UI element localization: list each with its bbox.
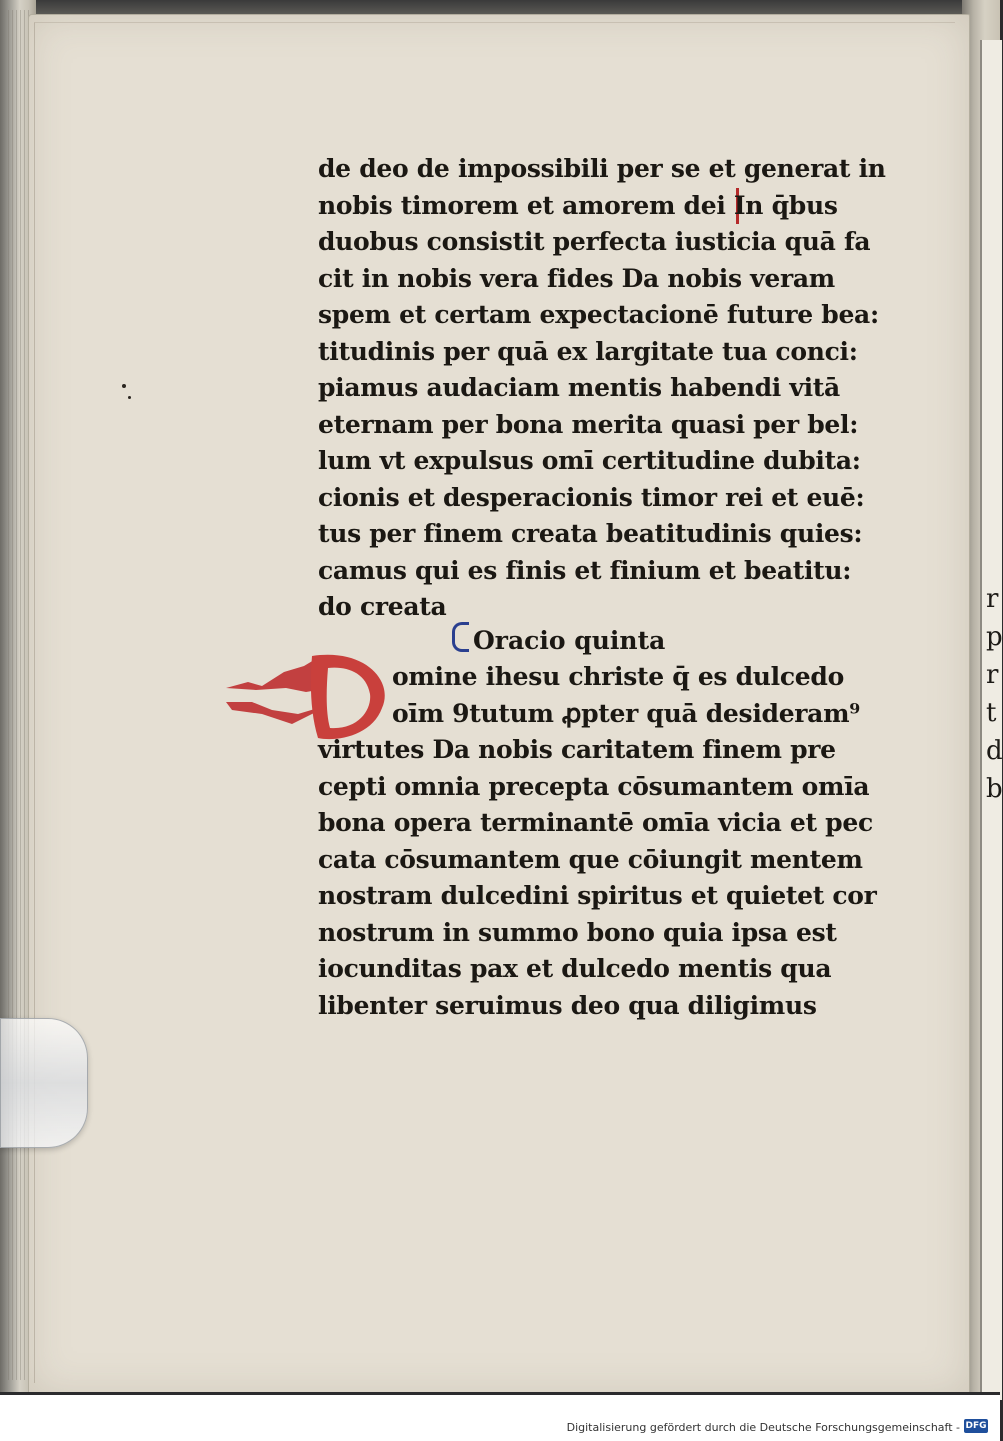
- paper-speck: [128, 396, 131, 399]
- text-line: lum vt expulsus omī certitudine dubita:: [318, 446, 861, 475]
- text-line: de deo de impossibili per se et generat in: [318, 154, 886, 183]
- text-line: spem et certam expectacionē future bea:: [318, 300, 879, 329]
- initial-letter-text: D: [324, 731, 326, 733]
- section-heading: [452, 622, 665, 655]
- text-line: tus per finem creata beatitudinis quies:: [318, 519, 863, 548]
- text-line: do creata: [318, 592, 447, 621]
- text-line: virtutes Da nobis caritatem finem pre: [318, 735, 836, 764]
- text-line: cit in nobis vera fides Da nobis veram: [318, 263, 835, 293]
- text-line: cepti omnia precepta cōsumantem omīa: [318, 771, 870, 801]
- initial-flourish: [226, 660, 318, 692]
- text-line: omine ihesu christe q̄ es dulcedo: [392, 662, 844, 691]
- text-line: eternam per bona merita quasi per bel:: [318, 409, 859, 439]
- dfg-logo: DFG: [965, 1421, 987, 1431]
- text-line: iocunditas pax et dulcedo mentis qua: [318, 954, 832, 983]
- text-line: duobus consistit perfecta iusticia quā fa: [318, 227, 871, 256]
- funding-credit: Digitalisierung gefördert durch die Deutsche Forschungsgemeinschaft -: [566, 1421, 960, 1434]
- text-line: libenter seruimus deo qua diligimus: [318, 990, 817, 1020]
- top-binding-edge: [0, 0, 1000, 14]
- page-clip: [0, 1018, 88, 1148]
- next-page-glyphs: r p r t d b: [986, 584, 1003, 804]
- text-line: bona opera terminantē omīa vicia et pec: [318, 808, 873, 837]
- heading-text: Oracio quinta: [473, 626, 666, 655]
- paper-speck: [122, 384, 126, 388]
- text-line: nostrum in summo bono quia ipsa est: [318, 917, 837, 947]
- text-line: camus qui es finis et finium et beatitu:: [318, 555, 852, 585]
- text-line: oīm 9tutum ꝓpter quā desideram⁹: [392, 698, 860, 728]
- initial-letter-d: [226, 652, 396, 742]
- text-line: cata cōsumantem que cōiungit mentem: [318, 844, 863, 874]
- text-line: nostram dulcedini spiritus et quietet cor: [318, 881, 877, 910]
- text-line: titudinis per quā ex largitate tua conci:: [318, 336, 858, 366]
- text-line: piamus audaciam mentis habendi vitā: [318, 373, 840, 402]
- initial-bowl: [311, 655, 385, 739]
- text-line: nobis timorem et amorem dei In q̄bus: [318, 190, 838, 220]
- initial-flourish-lower: [226, 702, 318, 724]
- footer-bar: [0, 1395, 1000, 1441]
- text-line: cionis et desperacionis timor rei et euē:: [318, 482, 865, 512]
- paragraph-mark-icon: [452, 622, 469, 652]
